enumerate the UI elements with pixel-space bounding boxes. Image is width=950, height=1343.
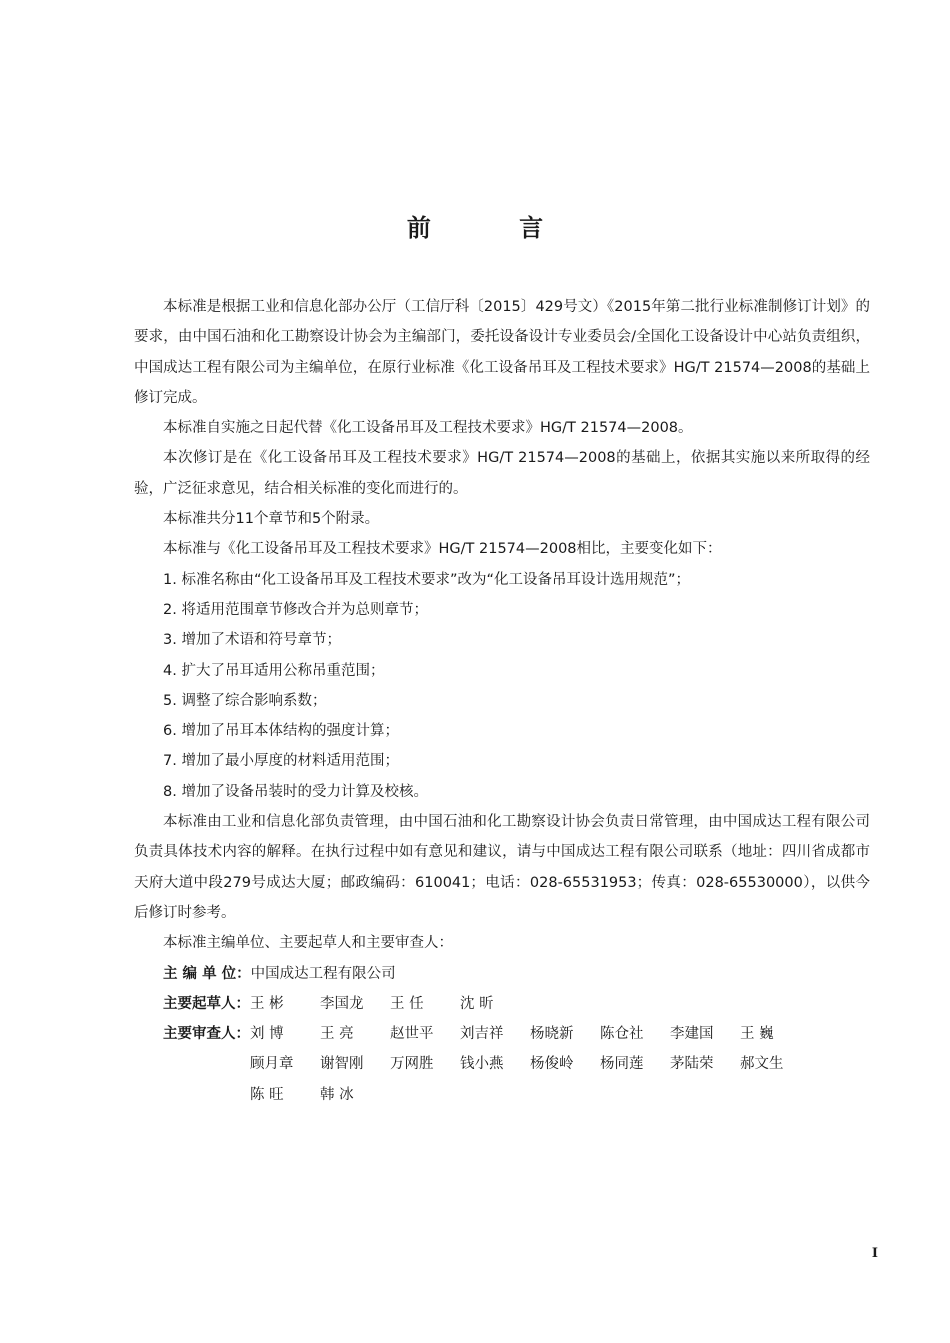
drafter-name: 李国龙 [320,995,364,1012]
drafter-name: 沈 昕 [460,995,494,1012]
reviewer-name: 赵世平 [390,1026,434,1043]
reviewer-name: 谢智刚 [320,1056,364,1073]
reviewer-name: 刘 博 [250,1026,284,1043]
drafter-name: 王 彬 [250,995,284,1012]
reviewer-name: 郝文生 [740,1056,784,1073]
chief-unit-value: 中国成达工程有限公司 [250,965,396,982]
reviewer-name: 杨同莲 [600,1056,644,1073]
reviewer-name: 韩 冰 [320,1086,354,1103]
change-item: 2. 将适用范围章节修改合并为总则章节； [163,601,428,618]
reviewer-name: 万网胜 [390,1056,434,1073]
change-item: 3. 增加了术语和符号章节； [163,632,341,649]
change-item: 4. 扩大了吊耳适用公称吊重范围； [163,662,385,679]
paragraph-revision: 本次修订是在《化工设备吊耳及工程技术要求》HG/T 21574—2008的基础上，依据其实施以来所取得的经验，广泛征求意见，结合相关标准的变化而进行的。 [134,450,870,497]
drafters-names [250,989,530,1019]
reviewer-name: 李建国 [670,1026,714,1043]
reviewer-name: 陈仓社 [600,1026,644,1043]
reviewers-names [250,1019,810,1110]
change-item: 7. 增加了最小厚度的材料适用范围； [163,753,399,770]
reviewer-name: 刘吉祥 [460,1026,504,1043]
paragraph-changes-intro: 本标准与《化工设备吊耳及工程技术要求》HG/T 21574—2008相比，主要变化如下： [163,541,722,558]
reviewer-name: 杨俊岭 [530,1056,574,1073]
document-body [134,292,870,1110]
drafters-label: 主要起草人： [163,995,250,1012]
drafters-row [134,989,870,1019]
reviewer-name: 钱小燕 [460,1056,504,1073]
change-item: 1. 标准名称由“化工设备吊耳及工程技术要求”改为“化工设备吊耳设计选用规范”； [163,571,690,588]
page-number: I [871,1246,878,1261]
reviewer-name: 王 亮 [320,1026,354,1043]
drafter-name: 王 任 [390,995,424,1012]
reviewers-row [134,1019,870,1110]
paragraph-management: 本标准由工业和信息化部负责管理，由中国石油和化工勘察设计协会负责日常管理，由中国成达工程有限公司负责具体技术内容的解释。在执行过程中如有意见和建议，请与中国成达工程有限公司联系（地址：四川省成都市天府大道中段279号成达大厦；邮政编码：610041；电话：028-65531953；传真：028-65530000），以供今后修订时参考。 [134,814,870,921]
reviewer-name: 陈 旺 [250,1086,284,1103]
reviewer-name: 顾月章 [250,1056,294,1073]
chief-unit-row [134,959,870,989]
reviewers-label: 主要审查人： [163,1026,250,1043]
change-item: 5. 调整了综合影响系数； [163,692,327,709]
paragraph-people-intro: 本标准主编单位、主要起草人和主要审查人： [163,935,453,952]
chief-unit-label: 主 编 单 位： [163,965,251,982]
reviewer-name: 茅陆荣 [670,1056,714,1073]
change-item: 8. 增加了设备吊装时的受力计算及校核。 [163,783,428,800]
paragraph-basis: 本标准是根据工业和信息化部办公厅（工信厅科〔2015〕429号文）《2015年第二批行业标准制修订计划》的要求，由中国石油和化工勘察设计协会为主编部门，委托设备设计专业委员会/全国化工设备设计中心站负责组织，中国成达工程有限公司为主编单位，在原行业标准《化工设备吊耳及工程技术要求》HG/T 21574—2008的基础上修订完成。 [134,299,870,406]
reviewer-name: 杨晓新 [530,1026,574,1043]
page-title: 前 言 [406,214,584,242]
paragraph-chapters: 本标准共分11个章节和5个附录。 [163,511,380,528]
change-item: 6. 增加了吊耳本体结构的强度计算； [163,723,399,740]
paragraph-replace: 本标准自实施之日起代替《化工设备吊耳及工程技术要求》HG/T 21574—2008。 [163,420,693,437]
reviewer-name: 王 巍 [740,1026,774,1043]
